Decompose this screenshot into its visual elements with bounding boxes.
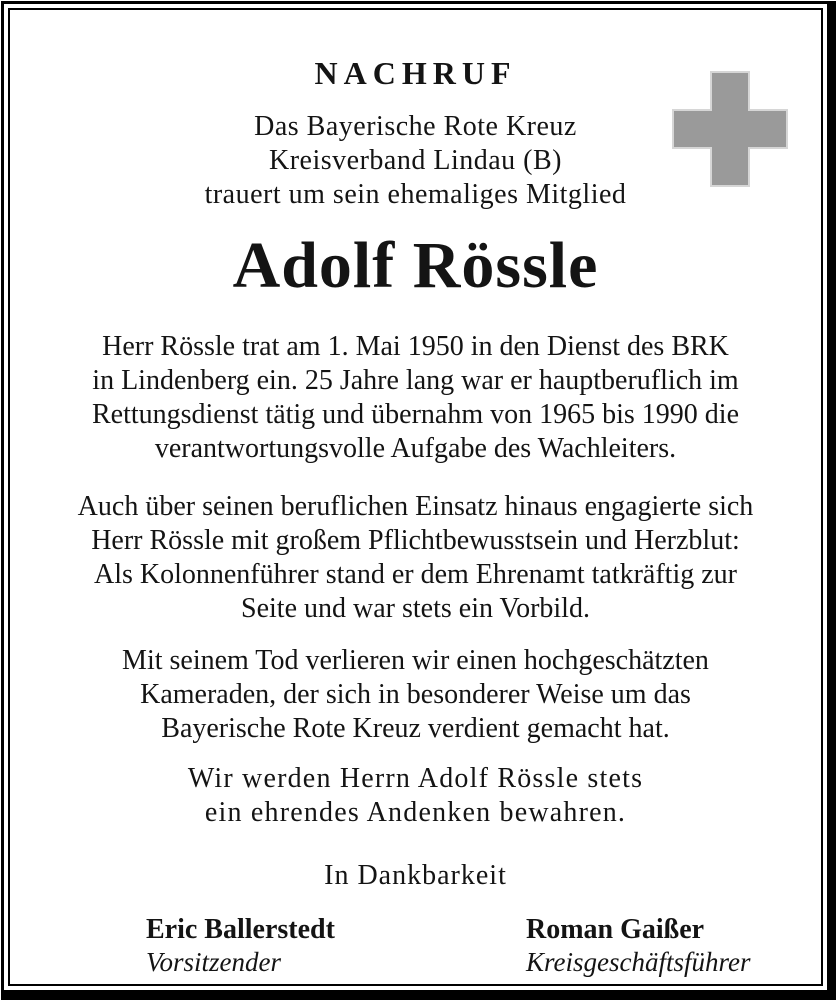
signature-title: Kreisgeschäftsführer [526, 947, 751, 977]
org-line-1: Das Bayerische Rote Kreuz [254, 111, 577, 142]
deceased-name: Adolf Rössle [232, 229, 599, 302]
outer-frame-border [1, 1, 836, 1000]
paragraph-service-history [10, 330, 821, 466]
paragraph-line: Bayerische Rote Kreuz verdient gemacht hat. [161, 713, 670, 744]
paragraph-line: Wir werden Herrn Adolf Rössle stets [187, 763, 644, 794]
signature-name: Eric Ballerstedt [146, 914, 335, 945]
signature-managing-director [526, 913, 751, 979]
paragraph-loss [10, 644, 821, 746]
paragraph-line: Mit seinem Tod verlieren wir einen hochgeschätzten [122, 645, 709, 676]
closing-line: In Dankbarkeit [324, 860, 507, 891]
signature-title: Vorsitzender [146, 947, 281, 977]
gray-cross-icon [672, 71, 788, 187]
paragraph-line: in Lindenberg ein. 25 Jahre lang war er hauptberuflich im [92, 365, 739, 396]
paragraph-line: Rettungsdienst tätig und übernahm von 1965 bis 1990 die [91, 399, 740, 430]
paragraph-voluntary-engagement [10, 490, 821, 626]
paragraph-line: Seite und war stets ein Vorbild. [241, 593, 590, 624]
paragraph-line: Herr Rössle mit großem Pflichtbewusstsein und Herzblut: [91, 525, 740, 556]
paragraph-remembrance [10, 762, 821, 830]
signature-name: Roman Gaißer [526, 914, 705, 945]
org-line-3: trauert um sein ehemaliges Mitglied [204, 179, 627, 210]
paragraph-line: Auch über seinen beruflichen Einsatz hinaus engagierte sich [77, 491, 754, 522]
paragraph-line: Herr Rössle trat am 1. Mai 1950 in den Dienst des BRK [102, 331, 729, 362]
paragraph-line: verantwortungsvolle Aufgabe des Wachleiters. [154, 433, 677, 464]
inner-frame-border [8, 8, 823, 986]
signature-block [10, 913, 821, 993]
paragraph-line: Als Kolonnenführer stand er dem Ehrenamt tatkräftig zur [93, 559, 737, 590]
paragraph-line: Kameraden, der sich in besonderer Weise um das [140, 679, 691, 710]
paragraph-line: ein ehrendes Andenken bewahren. [204, 797, 627, 828]
org-line-2: Kreisverband Lindau (B) [269, 145, 562, 176]
signature-chairman [146, 913, 335, 979]
page-title: NACHRUF [314, 55, 517, 91]
